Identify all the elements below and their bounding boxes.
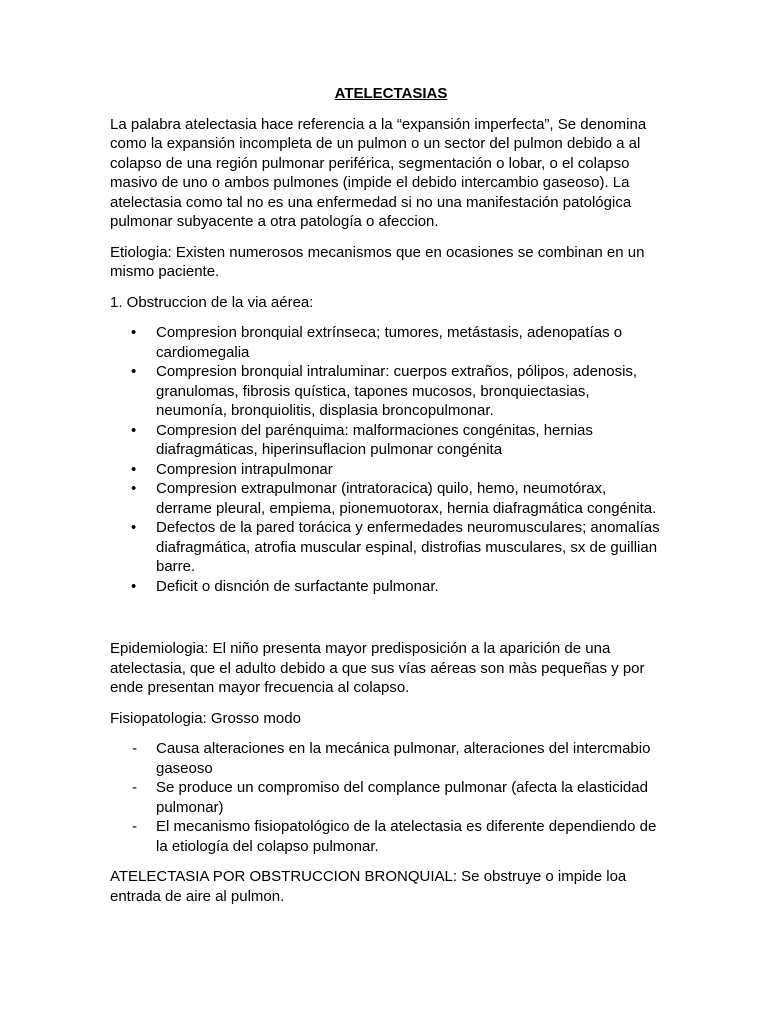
document-title: ATELECTASIAS — [334, 85, 448, 102]
list-item: • Compresion bronquial extrínseca; tumores, metástasis, adenopatías o cardiomegalia — [110, 323, 660, 362]
intro-paragraph: La palabra atelectasia hace referencia a la “expansión imperfecta”, Se denomina como la expansión incompleta de un pulmon o un sector del pulmon debido a al colapso de una región pulmonar periférica, segmentación o lobar, o el colapso masivo de uno o ambos pulmones (impide el debido intercambio gaseoso). La atelectasia como tal no es una enfermedad si no una manifestación patológica pulmonar subyacente a otra patología o afeccion. — [110, 115, 647, 230]
list-item: • Defectos de la pared torácica y enfermedades neuromusculares; anomalías diafragmática, atrofia muscular espinal, distrofias musculares, sx de guillian barre. — [110, 518, 660, 577]
document-body — [110, 84, 660, 917]
spacer — [110, 607, 660, 639]
list-item: - El mecanismo fisiopatológico de la atelectasia es diferente dependiendo de la etiología del colapso pulmonar. — [110, 817, 660, 856]
obstruccion-heading: 1. Obstruccion de la via aérea: — [110, 293, 314, 311]
epidemiologia-paragraph: Epidemiologia: El niño presenta mayor predisposición a la aparición de una atelectasia, que el adulto debido a que sus vías aéreas son màs pequeñas y por ende presentan mayor frecuencia al colapso. — [110, 640, 645, 696]
list-item: • Compresion del parénquima: malformaciones congénitas, hernias diafragmáticas, hiperinsuflacion pulmonar congénita — [110, 421, 660, 460]
causes-list — [110, 323, 660, 596]
list-item: • Compresion intrapulmonar — [110, 460, 660, 480]
obstruccion-bronquial-paragraph: ATELECTASIA POR OBSTRUCCION BRONQUIAL: Se obstruye o impide loa entrada de aire al pulmon. — [110, 868, 627, 905]
list-item: • Compresion bronquial intraluminar: cuerpos extraños, pólipos, adenosis, granulomas, fibrosis quística, tapones mucosos, bronquiectasias, neumonía, bronquiolitis, displasia broncopulmonar. — [110, 362, 660, 421]
list-item: • Compresion extrapulmonar (intratoracica) quilo, hemo, neumotórax, derrame pleural, empiema, pionemuotorax, hernia diafragmática congénita. — [110, 479, 660, 518]
etiologia-paragraph: Etiologia: Existen numerosos mecanismos que en ocasiones se combinan en un mismo paciente. — [110, 243, 645, 280]
list-item: • Deficit o disnción de surfactante pulmonar. — [110, 577, 660, 597]
list-item: - Causa alteraciones en la mecánica pulmonar, alteraciones del intercmabio gaseoso — [110, 739, 660, 778]
fisiopatologia-paragraph: Fisiopatologia: Grosso modo — [110, 709, 301, 727]
list-item: - Se produce un compromiso del complance pulmonar (afecta la elasticidad pulmonar) — [110, 778, 660, 817]
fisio-list — [110, 739, 660, 856]
